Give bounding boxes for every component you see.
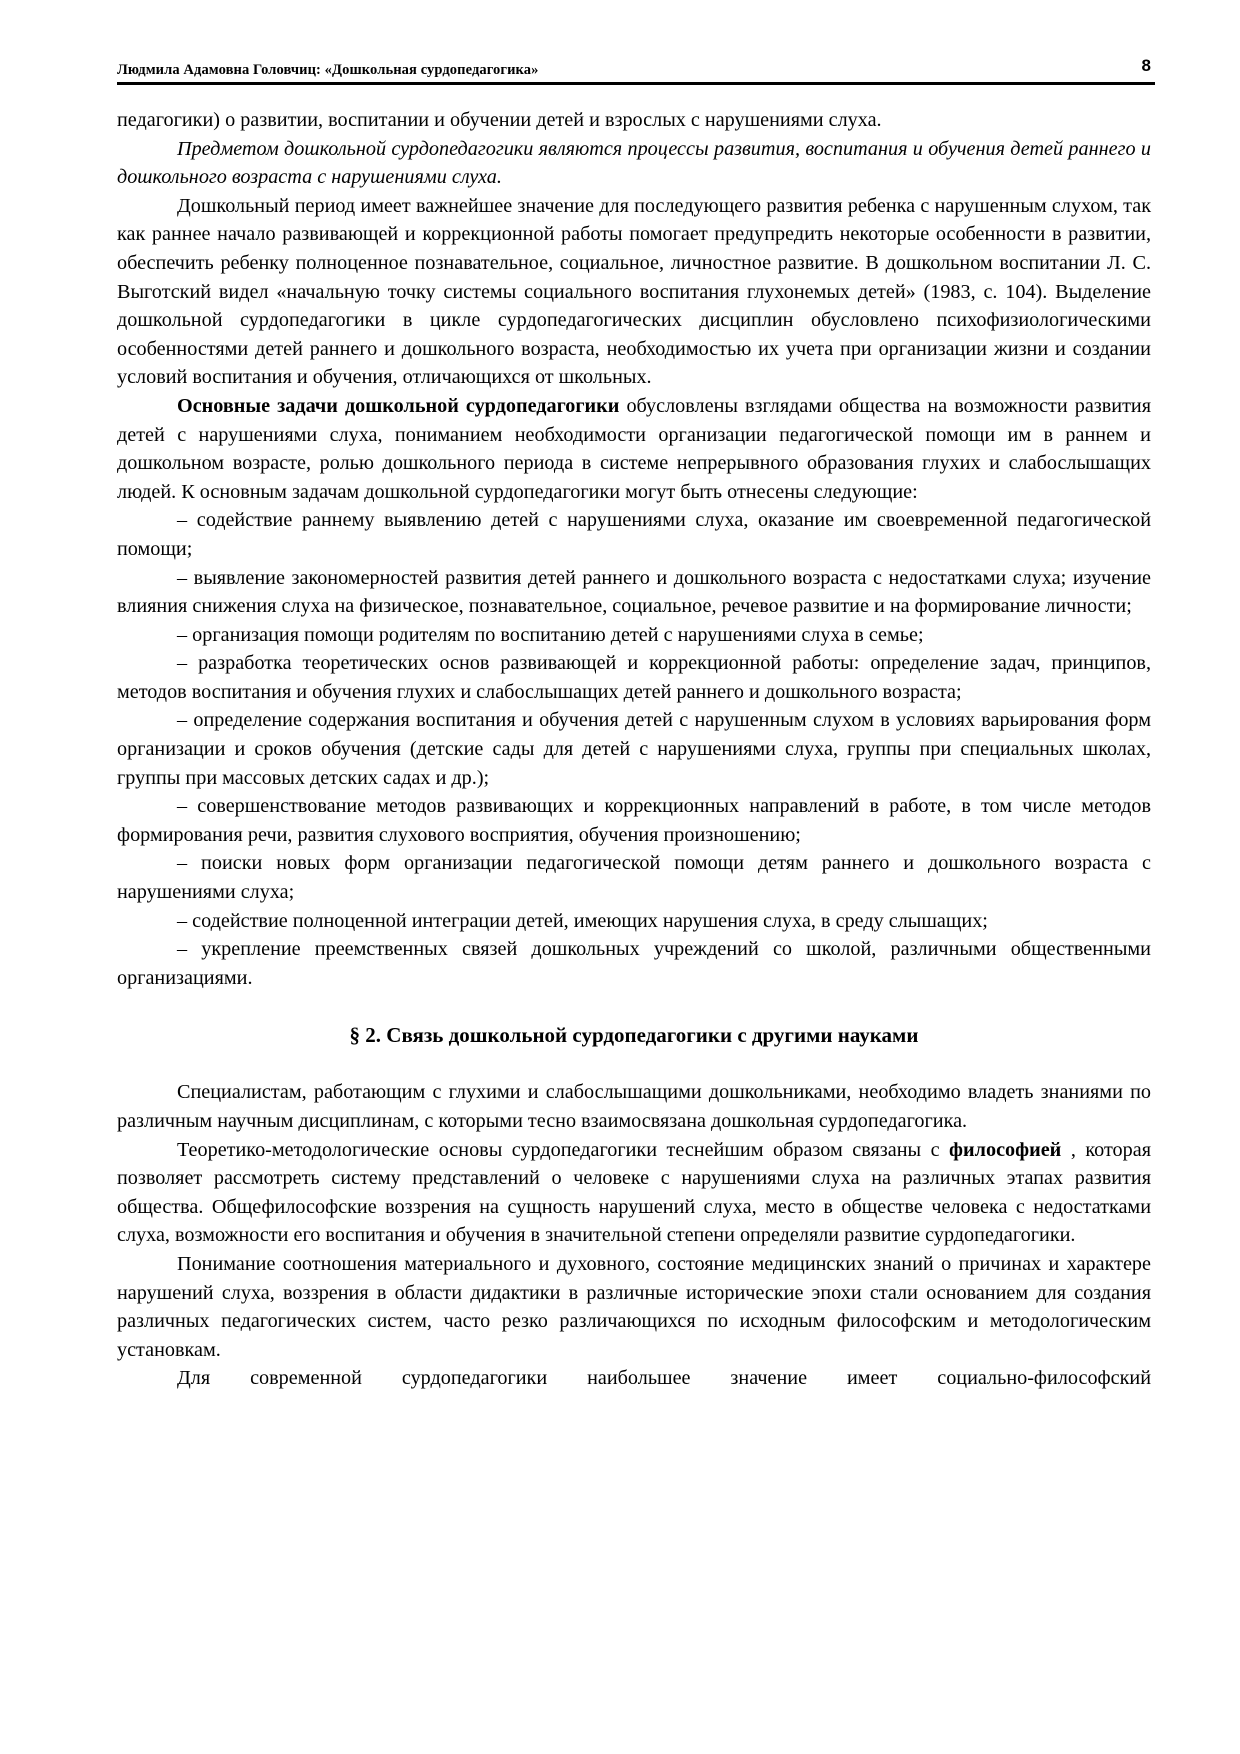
philosophy-term: философией	[949, 1138, 1062, 1161]
task-item: – совершенствование методов развивающих и коррекционных направлений в работе, в том числе методов формирования речи, развития слухового восприятия, обучения произношению;	[117, 795, 1151, 846]
paragraph-subject-definition: Предметом дошкольной сурдопедагогики являются процессы развития, воспитания и обучения детей раннего и дошкольного возраста с нарушениями слуха.	[117, 137, 1151, 189]
page-number: 8	[1141, 56, 1151, 75]
task-item: – поиски новых форм организации педагогической помощи детям раннего и дошкольного возраста с нарушениями слуха;	[117, 852, 1151, 904]
task-item: – укрепление преемственных связей дошкольных учреждений со школой, различными общественными организациями.	[117, 938, 1151, 989]
paragraph-specialists: Специалистам, работающим с глухими и слабослышащими дошкольниками, необходимо владеть знаниями по различным научным дисциплинам, с которыми тесно взаимосвязана дошкольная сурдопедагогика.	[117, 1081, 1151, 1132]
task-item: – организация помощи родителям по воспитанию детей с нарушениями слуха в семье;	[177, 623, 924, 646]
running-header	[117, 56, 1155, 85]
philosophy-text-start: Теоретико-методологические основы сурдопедагогики теснейшим образом связаны с	[177, 1138, 950, 1161]
paragraph-modern: Для современной сурдопедагогики наибольшее значение имеет социально-философский	[177, 1367, 1151, 1390]
task-item: – содействие раннему выявлению детей с нарушениями слуха, оказание им своевременной педагогической помощи;	[117, 509, 1151, 560]
running-title: Людмила Адамовна Головчиц: «Дошкольная сурдопедагогика»	[117, 62, 539, 78]
task-item: – определение содержания воспитания и обучения детей с нарушенным слухом в условиях варьирования форм организации и сроков обучения (детские сады для детей с нарушениями слуха, группы при специальных школах, группы при массовых детских садах и др.);	[117, 709, 1151, 789]
paragraph-main-tasks	[117, 392, 1151, 506]
section-heading: § 2. Связь дошкольной сурдопедагогики с другими науками	[349, 1023, 919, 1048]
paragraph-preschool-period: Дошкольный период имеет важнейшее значение для последующего развития ребенка с нарушенным слухом, так как раннее начало развивающей и коррекционной работы помогает предупредить некоторые особенности в развитии, обеспечить ребенку полноценное познавательное, социальное, личностное развитие. В дошкольном воспитании Л. С. Выготский видел «начальную точку системы социального воспитания глухонемых детей» (1983, с. 104). Выделение дошкольной сурдопедагогики в цикле сурдопедагогических дисциплин обусловлено психофизиологическими особенностями детей раннего и дошкольного возраста, необходимостью их учета при организации жизни и создании условий воспитания и обучения, отличающихся от школьных.	[117, 194, 1151, 389]
task-item: – выявление закономерностей развития детей раннего и дошкольного возраста с недостатками слуха; изучение влияния снижения слуха на физическое, познавательное, социальное, речевое развитие и на формирование личности;	[117, 566, 1151, 618]
philosophy-text-rest: , которая позволяет рассмотреть систему представлений о человеке с нарушениями слуха на различных этапах развития общества. Общефилософские воззрения на сущность нарушений слуха, место в обществе человека с недостатками слуха, возможности его воспитания и обучения в значительной степени определяли развитие сурдопедагогики.	[117, 1138, 1151, 1247]
main-tasks-text: обусловлены взглядами общества на возможности развития детей с нарушениями слуха, пониманием необходимости организации педагогической помощи им в раннем и дошкольном возрасте, ролью дошкольного периода в системе непрерывного образования глухих и слабослышащих людей. К основным задачам дошкольной сурдопедагогики могут быть отнесены следующие:	[117, 394, 1151, 503]
task-item: – разработка теоретических основ развивающей и коррекционной работы: определение задач, принципов, методов воспитания и обучения глухих и слабослышащих детей раннего и дошкольного возраста;	[117, 652, 1151, 703]
task-item: – содействие полноценной интеграции детей, имеющих нарушения слуха, в среду слышащих;	[177, 909, 988, 932]
paragraph-continuation: педагогики) о развитии, воспитании и обучении детей и взрослых с нарушениями слуха.	[117, 109, 882, 131]
paragraph-understanding: Понимание соотношения материального и духовного, состояние медицинских знаний о причинах и характере нарушений слуха, воззрения в области дидактики в различные исторические эпохи стали основанием для создания различных педагогических систем, часто резко различающихся по исходным философским и методологическим установкам.	[117, 1252, 1151, 1361]
body-text	[117, 106, 1151, 1393]
paragraph-philosophy	[117, 1136, 1151, 1250]
main-tasks-term: Основные задачи дошкольной сурдопедагогики	[177, 394, 620, 417]
